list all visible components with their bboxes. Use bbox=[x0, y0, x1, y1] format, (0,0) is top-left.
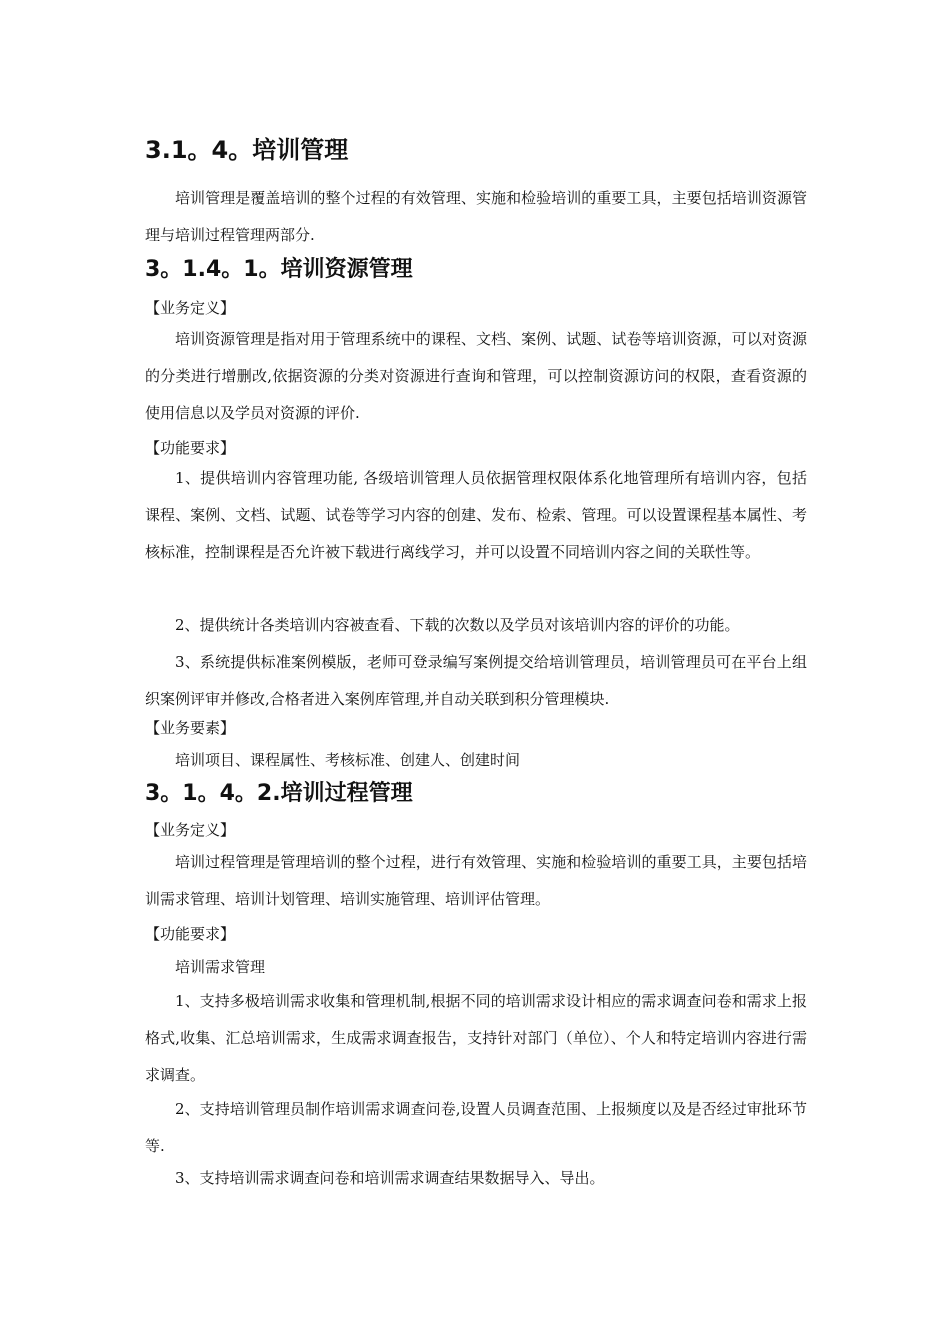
business-elements-text: 培训项目、课程属性、考核标准、创建人、创建时间 bbox=[175, 751, 521, 769]
section-heading-3-1-4-2: 3。1。4。2.培训过程管理 bbox=[145, 781, 413, 806]
business-definition-tag: 【业务定义】 bbox=[145, 299, 236, 317]
demand-item-2: 2、支持培训管理员制作培训需求调查问卷,设置人员调查范围、上报频度以及是否经过审批环节等. bbox=[145, 1100, 807, 1155]
function-requirements-tag-2: 【功能要求】 bbox=[145, 925, 236, 943]
function-item-3: 3、系统提供标准案例模版，老师可登录编写案例提交给培训管理员，培训管理员可在平台上组织案例评审并修改,合格者进入案例库管理,并自动关联到积分管理模块. bbox=[145, 653, 807, 708]
section-intro-paragraph: 培训管理是覆盖培训的整个过程的有效管理、实施和检验培训的重要工具，主要包括培训资源管理与培训过程管理两部分. bbox=[145, 189, 807, 244]
section-heading-3-1-4: 3.1。4。培训管理 bbox=[145, 136, 349, 164]
section-heading-3-1-4-1: 3。1.4。1。培训资源管理 bbox=[145, 257, 413, 282]
demand-item-1: 1、支持多极培训需求收集和管理机制,根据不同的培训需求设计相应的需求调查问卷和需求上报格式,收集、汇总培训需求，生成需求调查报告，支持针对部门（单位）、个人和特定培训内容进行需求调查。 bbox=[145, 992, 807, 1084]
business-definition-paragraph: 培训资源管理是指对用于管理系统中的课程、文档、案例、试题、试卷等培训资源，可以对资源的分类进行增删改,依据资源的分类对资源进行查询和管理，可以控制资源访问的权限，查看资源的使用信息以及学员对资源的评价. bbox=[145, 330, 807, 422]
demand-management-subheading: 培训需求管理 bbox=[175, 958, 266, 976]
function-item-1: 1、提供培训内容管理功能, 各级培训管理人员依据管理权限体系化地管理所有培训内容，包括课程、案例、文档、试题、试卷等学习内容的创建、发布、检索、管理。可以设置课程基本属性、考核标准，控制课程是否允许被下载进行离线学习，并可以设置不同培训内容之间的关联性等。 bbox=[145, 469, 807, 561]
function-requirements-tag: 【功能要求】 bbox=[145, 439, 236, 457]
demand-item-3: 3、支持培训需求调查问卷和培训需求调查结果数据导入、导出。 bbox=[175, 1169, 605, 1187]
business-definition-tag-2: 【业务定义】 bbox=[145, 821, 236, 839]
business-elements-tag: 【业务要素】 bbox=[145, 719, 236, 737]
business-definition-paragraph-2: 培训过程管理是管理培训的整个过程，进行有效管理、实施和检验培训的重要工具，主要包括培训需求管理、培训计划管理、培训实施管理、培训评估管理。 bbox=[145, 853, 807, 908]
function-item-2: 2、提供统计各类培训内容被查看、下载的次数以及学员对该培训内容的评价的功能。 bbox=[175, 616, 740, 634]
